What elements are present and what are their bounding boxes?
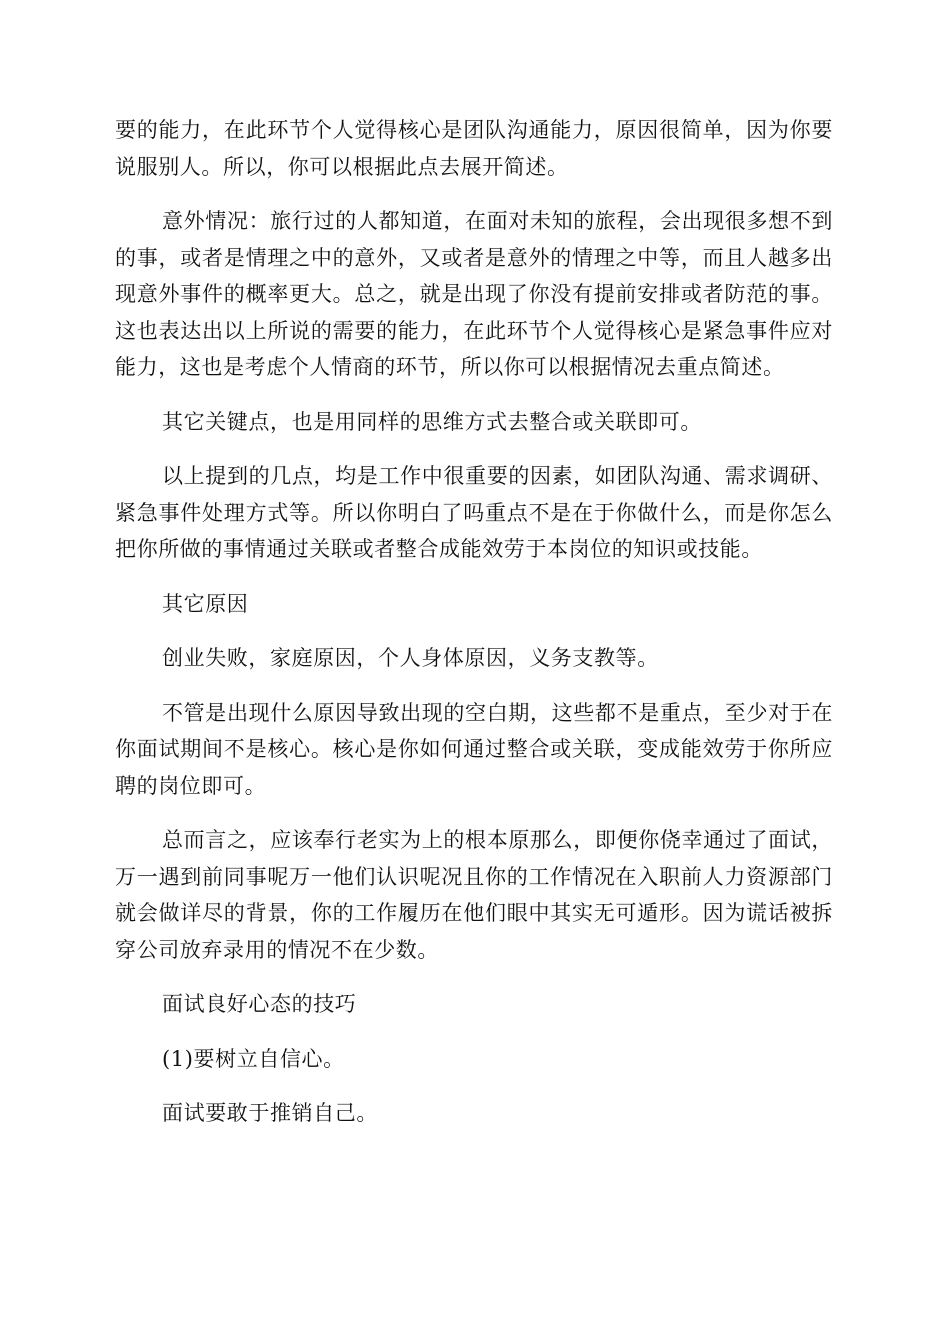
paragraph: 以上提到的几点，均是工作中很重要的因素，如团队沟通、需求调研、紧急事件处理方式等。所以你明白了吗重点不是在于你做什么，而是你怎么把你所做的事情通过关联或者整合成能效劳于本岗位的知识或技能。 <box>115 464 833 561</box>
list-item: (1)要树立自信心。 <box>162 1046 345 1071</box>
section-heading: 面试良好心态的技巧 <box>162 992 357 1016</box>
paragraph: 面试要敢于推销自己。 <box>162 1101 378 1125</box>
paragraph: 意外情况：旅行过的人都知道，在面对未知的旅程，会出现很多想不到的事，或者是情理之中的意外，又或者是意外的情理之中等，而且人越多出现意外事件的概率更大。总之，就是出现了你没有提前安排或者防范的事。这也表达出以上所说的需要的能力，在此环节个人觉得核心是紧急事件应对能力，这也是考虑个人情商的环节，所以你可以根据情况去重点简述。 <box>115 209 833 379</box>
paragraph: 其它关键点，也是用同样的思维方式去整合或关联即可。 <box>162 409 702 434</box>
paragraph: 总而言之，应该奉行老实为上的根本原那么，即便你侥幸通过了面试，万一遇到前同事呢万一他们认识呢况且你的工作情况在入职前人力资源部门就会做详尽的背景，你的工作履历在他们眼中其实无可遁形。因为谎话被拆穿公司放弃录用的情况不在少数。 <box>115 828 833 962</box>
document-body <box>115 112 833 1150</box>
paragraph: 创业失败，家庭原因，个人身体原因，义务支教等。 <box>162 646 659 670</box>
section-heading: 其它原因 <box>162 591 249 616</box>
paragraph: 不管是出现什么原因导致出现的空白期，这些都不是重点，至少对于在你面试期间不是核心。核心是你如何通过整合或关联，变成能效劳于你所应聘的岗位即可。 <box>115 700 833 798</box>
paragraph: 要的能力，在此环节个人觉得核心是团队沟通能力，原因很简单，因为你要说服别人。所以，你可以根据此点去展开简述。 <box>115 118 833 179</box>
